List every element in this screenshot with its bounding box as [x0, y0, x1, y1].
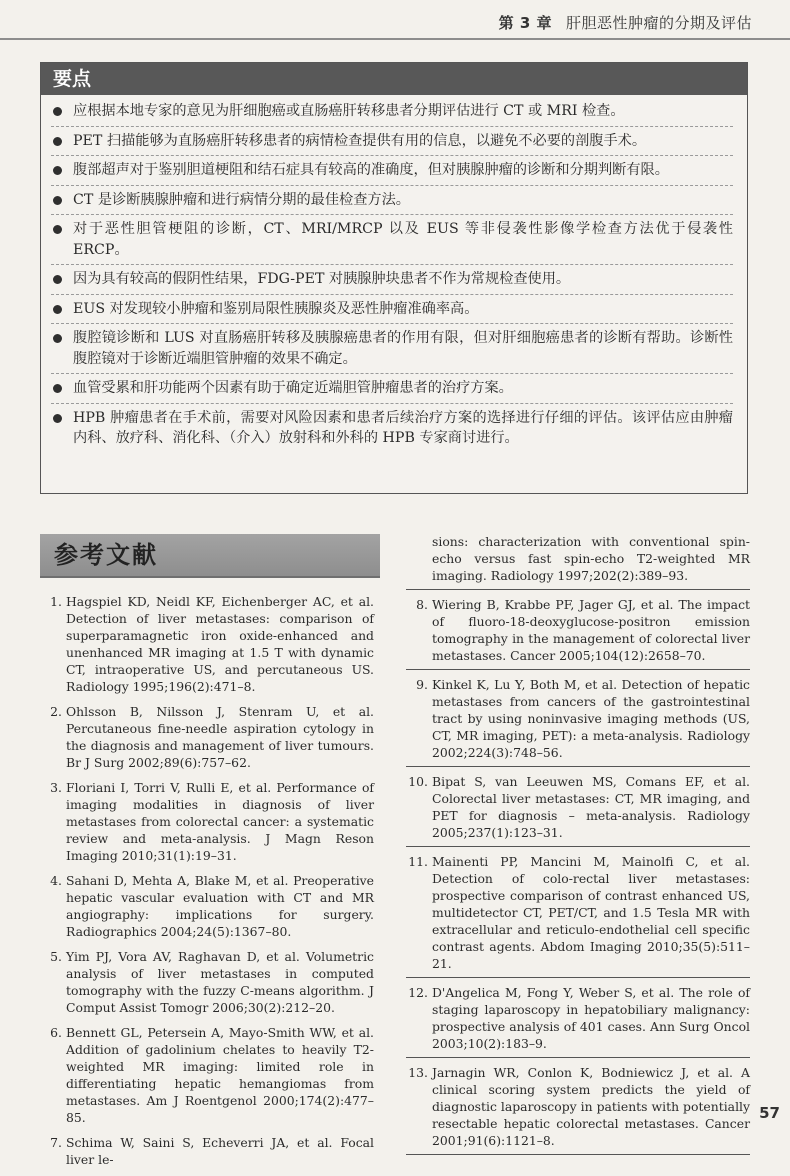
key-point-item — [51, 323, 733, 369]
reference-number: 4. — [50, 873, 62, 888]
references-heading — [40, 534, 380, 578]
reference-number: 1. — [50, 594, 62, 609]
reference-item — [40, 1024, 374, 1126]
references-title: 参考文献 — [54, 541, 158, 569]
key-point-item — [51, 264, 733, 290]
reference-item — [406, 596, 750, 670]
key-point-item — [51, 373, 733, 399]
reference-item — [406, 984, 750, 1058]
reference-number: 9. — [416, 677, 428, 692]
reference-number: 6. — [50, 1025, 62, 1040]
reference-text: Floriani I, Torri V, Rulli E, et al. Performance of imaging modalities in diagnosis of liver metastases from colorectal cancer: a systematic review and meta-analysis. J Magn Reson Imaging 2010;31(1):19–31. — [66, 780, 374, 863]
key-point-item — [51, 155, 733, 181]
bullet-icon — [53, 275, 62, 284]
reference-text: Mainenti PP, Mancini M, Mainolfi C, et al. Detection of colo-rectal liver metastases: prospective comparison of contrast enhanced US, multidetector CT, PET/CT, and 1.5 Tesla MR with extracellular and reticulo-endothelial cell specific contrast agents. Abdom Imaging 2010;35(5):511–21. — [432, 854, 750, 971]
references-right-column — [406, 533, 750, 1161]
reference-number: 10. — [408, 774, 428, 789]
reference-number: 8. — [416, 597, 428, 612]
reference-text: Yim PJ, Vora AV, Raghavan D, et al. Volumetric analysis of liver metastases in computed tomography with the fuzzy C-means algorithm. J Comput Assist Tomogr 2006;30(2):212–20. — [66, 949, 374, 1015]
reference-item — [406, 773, 750, 847]
key-points-title: 要点 — [41, 63, 747, 95]
reference-item — [40, 872, 374, 940]
key-point-text: EUS 对发现较小肿瘤和鉴别局限性胰腺炎及恶性肿瘤准确率高。 — [73, 300, 479, 317]
references-left-column — [40, 593, 374, 1176]
key-point-text: 血管受累和肝功能两个因素有助于确定近端胆管肿瘤患者的治疗方案。 — [73, 380, 513, 396]
reference-text: Jarnagin WR, Conlon K, Bodniewicz J, et al. A clinical scoring system predicts the yield of diagnostic laparoscopy in patients with potentially resectable hepatic colorectal metastases. Cancer 2001;91(6):1121–8. — [432, 1065, 750, 1148]
reference-number: 12. — [408, 985, 428, 1000]
reference-text: Hagspiel KD, Neidl KF, Eichenberger AC, et al. Detection of liver metastases: comparison of superparamagnetic iron oxide-enhanced and unenhanced MR imaging at 1.5 T with dynamic CT, intraoperative US, and percutaneous US. Radiology 1995;196(2):471–8. — [66, 594, 374, 694]
key-point-text: HPB 肿瘤患者在手术前，需要对风险因素和患者后续治疗方案的选择进行仔细的评估。该评估应由肿瘤内科、放疗科、消化科、（介入）放射科和外科的 HPB 专家商讨进行。 — [73, 409, 733, 446]
reference-text: Ohlsson B, Nilsson J, Stenram U, et al. Percutaneous fine-needle aspiration cytology in the diagnosis and management of liver tumours. Br J Surg 2002;89(6):757–62. — [66, 704, 374, 770]
key-point-item — [51, 403, 733, 449]
reference-text: Kinkel K, Lu Y, Both M, et al. Detection of hepatic metastases from cancers of the gastrointestinal tract by using noninvasive imaging methods (US, CT, MR imaging, PET): a meta-analysis. Radiology 2002;224(3):748–56. — [432, 677, 750, 760]
reference-item — [406, 853, 750, 978]
reference-text: Sahani D, Mehta A, Blake M, et al. Preoperative hepatic vascular evaluation with CT and MR angiography: implications for surgery. Radiographics 2004;24(5):1367–80. — [66, 873, 374, 939]
reference-continuation-text: sions: characterization with conventional spin-echo versus fast spin-echo T2-weighted MR imaging. Radiology 1997;202(2):389–93. — [432, 534, 750, 583]
reference-item — [40, 1134, 374, 1168]
key-point-item — [51, 185, 733, 211]
bullet-icon — [53, 137, 62, 146]
key-point-item — [51, 214, 733, 260]
key-points-list — [41, 95, 747, 449]
reference-item — [406, 1064, 750, 1155]
reference-item — [40, 703, 374, 771]
reference-item — [40, 593, 374, 695]
reference-item — [40, 779, 374, 864]
key-point-text: 因为具有较高的假阴性结果，FDG-PET 对胰腺肿块患者不作为常规检查使用。 — [73, 271, 571, 287]
reference-list-right — [406, 533, 750, 1155]
key-point-text: 腹腔镜诊断和 LUS 对直肠癌肝转移及胰腺癌患者的作用有限，但对肝细胞癌患者的诊断有帮助。诊断性腹腔镜对于诊断近端胆管肿瘤的效果不确定。 — [73, 330, 733, 367]
reference-item — [40, 948, 374, 1016]
key-point-text: 对于恶性胆管梗阻的诊断，CT、MRI/MRCP 以及 EUS 等非侵袭性影像学检查方法优于侵袭性 ERCP。 — [73, 221, 733, 258]
key-point-text: CT 是诊断胰腺肿瘤和进行病情分期的最佳检查方法。 — [73, 191, 410, 208]
key-point-text: 腹部超声对于鉴别胆道梗阻和结石症具有较高的准确度，但对胰腺肿瘤的诊断和分期判断有限。 — [73, 162, 669, 178]
reference-item — [406, 676, 750, 767]
reference-text: Schima W, Saini S, Echeverri JA, et al. Focal liver le- — [66, 1135, 374, 1167]
bullet-icon — [53, 414, 62, 423]
bullet-icon — [53, 334, 62, 343]
reference-text: Wiering B, Krabbe PF, Jager GJ, et al. The impact of fluoro-18-deoxyglucose-positron emission tomography in the management of colorectal liver metastases. Cancer 2005;104(12):2658–70. — [432, 597, 750, 663]
bullet-icon — [53, 107, 62, 116]
reference-number: 11. — [408, 854, 428, 869]
key-point-text: 应根据本地专家的意见为肝细胞癌或直肠癌肝转移患者分期评估进行 CT 或 MRI 检查。 — [73, 103, 625, 119]
bullet-icon — [53, 305, 62, 314]
reference-number: 13. — [408, 1065, 428, 1080]
key-point-item — [51, 294, 733, 320]
reference-text: Bipat S, van Leeuwen MS, Comans EF, et al. Colorectal liver metastases: CT, MR imaging, and PET for diagnosis – meta-analysis. Radiology 2005;237(1):123–31. — [432, 774, 750, 840]
key-point-item — [51, 101, 733, 122]
key-points-box — [40, 62, 748, 494]
bullet-icon — [53, 384, 62, 393]
bullet-icon — [53, 225, 62, 234]
reference-text: D'Angelica M, Fong Y, Weber S, et al. The role of staging laparoscopy in hepatobiliary malignancy: prospective analysis of 401 cases. Ann Surg Oncol 2003;10(2):183–9. — [432, 985, 750, 1051]
bullet-icon — [53, 166, 62, 175]
reference-number: 2. — [50, 704, 62, 719]
bullet-icon — [53, 196, 62, 205]
chapter-title: 肝胆恶性肿瘤的分期及评估 — [565, 14, 752, 32]
reference-text: Bennett GL, Petersein A, Mayo-Smith WW, et al. Addition of gadolinium chelates to heavily T2-weighted MR imaging: limited role in differentiating hepatic hemangiomas from metastases. Am J Roentgenol 2000;174(2):477–85. — [66, 1025, 374, 1125]
chapter-number: 第 3 章 — [498, 14, 552, 32]
key-point-text: PET 扫描能够为直肠癌肝转移患者的病情检查提供有用的信息，以避免不必要的剖腹手术。 — [73, 132, 647, 149]
key-point-item — [51, 126, 733, 152]
reference-number: 3. — [50, 780, 62, 795]
chapter-heading — [499, 12, 752, 33]
page-number: 57 — [759, 1104, 780, 1122]
reference-number: 5. — [50, 949, 62, 964]
running-header — [0, 0, 790, 40]
reference-list-left — [40, 593, 374, 1168]
reference-continuation — [406, 533, 750, 590]
reference-number: 7. — [50, 1135, 62, 1150]
